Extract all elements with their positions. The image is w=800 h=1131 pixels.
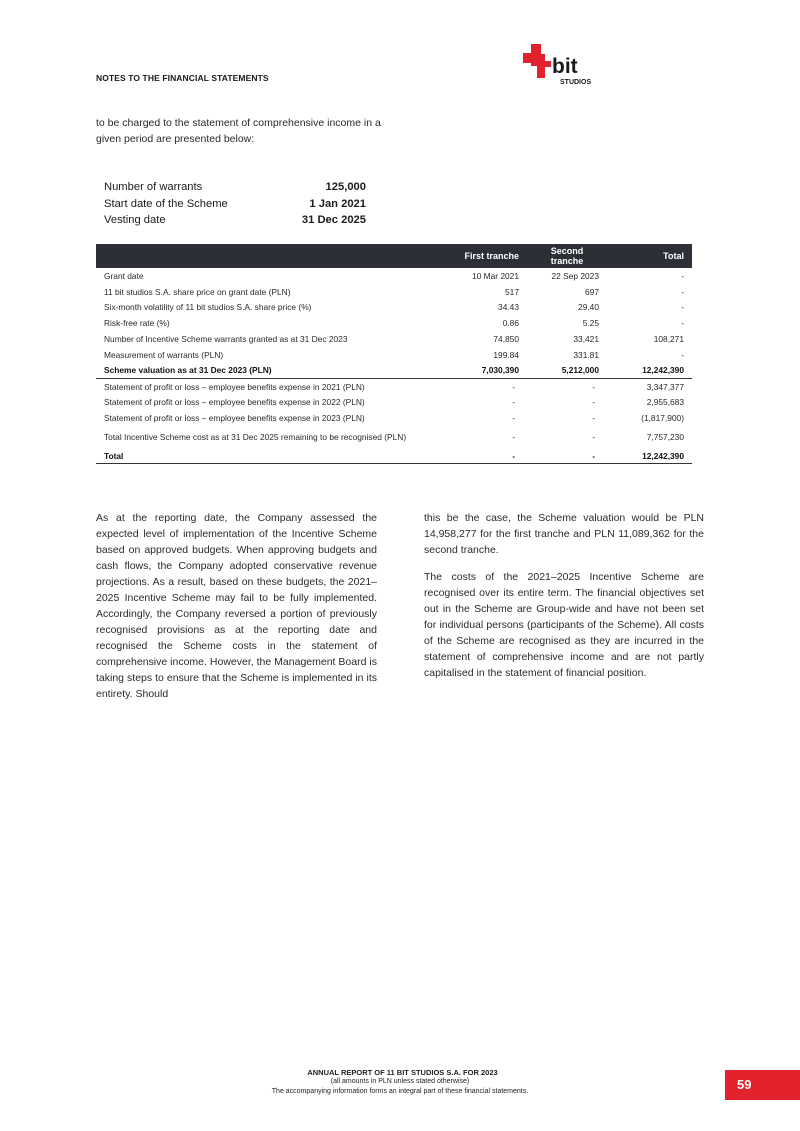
- header-cell: Second tranche: [527, 244, 607, 268]
- cell: (1,817,900): [641, 413, 684, 424]
- kv-value: 31 Dec 2025: [301, 214, 366, 226]
- table-row: [96, 315, 692, 331]
- cell: 517: [505, 286, 519, 297]
- row-label: Statement of profit or loss – employee benefits expense in 2021 (PLN): [104, 381, 365, 392]
- header-cell: First tranche: [439, 244, 527, 268]
- company-logo: [523, 41, 601, 87]
- svg-text:STUDIOS: STUDIOS: [560, 79, 592, 86]
- cell: -: [681, 318, 684, 329]
- table-row: [96, 284, 692, 300]
- cell: 697: [585, 286, 599, 297]
- row-label: Six-month volatility of 11 bit studios S.A. share price (%): [104, 302, 312, 313]
- row-label: Scheme valuation as at 31 Dec 2023 (PLN): [96, 363, 439, 379]
- cell: -: [592, 381, 595, 392]
- header-cell: Total: [607, 244, 692, 268]
- table-row: [96, 331, 692, 347]
- cell: 108,271: [653, 334, 684, 345]
- row-label: 11 bit studios S.A. share price on grant date (PLN): [104, 286, 291, 297]
- scheme-summary: [104, 179, 366, 229]
- body-paragraph-right-2: The costs of the 2021–2025 Incentive Scheme are recognised over its entire term. The financial objectives set out in the Scheme are Group-wide and have not been set for individual persons (participants of the Scheme). All costs of the Scheme are recognised as they are incurred in the statement of comprehensive income and are not partly capitalised in the statement of financial position.: [424, 571, 704, 679]
- table-row: [96, 268, 692, 284]
- cell: -: [592, 397, 595, 408]
- scheme-valuation-table: [96, 244, 692, 464]
- body-paragraph-right-1: this be the case, the Scheme valuation would be PLN 14,958,277 for the first tranche and PLN 11,089,362 for the second tranche.: [424, 512, 704, 556]
- kv-value: 1 Jan 2021: [309, 197, 366, 210]
- footer-currency-note: (all amounts in PLN unless stated otherwise): [330, 1078, 470, 1085]
- kv-value: 125,000: [325, 181, 366, 193]
- cell: -: [512, 431, 515, 442]
- cell: 10 Mar 2021: [471, 270, 519, 281]
- row-label: Statement of profit or loss – employee benefits expense in 2022 (PLN): [104, 397, 365, 408]
- cell: -: [681, 270, 684, 281]
- table-row-total: [96, 448, 692, 464]
- cell: 0.86: [502, 318, 519, 329]
- header-cell: [96, 244, 439, 268]
- cell: -: [439, 448, 527, 464]
- cell: -: [681, 349, 684, 360]
- page-number: 59: [725, 1070, 800, 1100]
- svg-text:bit: bit: [552, 55, 578, 78]
- row-label: Measurement of warrants (PLN): [104, 349, 224, 360]
- row-label: Risk-free rate (%): [104, 318, 170, 329]
- table-row: [96, 300, 692, 316]
- cell: -: [512, 381, 515, 392]
- table-row: [96, 426, 692, 448]
- table-row: [96, 410, 692, 426]
- cell: 199.84: [493, 349, 519, 360]
- cell: 331.81: [573, 349, 599, 360]
- body-paragraph-left: As at the reporting date, the Company assessed the expected level of implementation of the Incentive Scheme based on approved budgets. When approving budgets and cash flows, the Company adopted conservative revenue projections. As a result, based on these budgets, the 2021–2025 Incentive Scheme may fail to be fully implemented. Accordingly, the Company reversed a portion of previously recognised provisions as at the reporting date and recognised the Scheme costs in the statement of comprehensive income. However, the Management Board is taking steps to ensure that the Scheme is implemented in its entirety. Should: [96, 512, 377, 700]
- cell: 34.43: [498, 302, 519, 313]
- footer-report-title: ANNUAL REPORT OF 11 BIT STUDIOS S.A. FOR 2023: [307, 1068, 498, 1077]
- cell: -: [681, 286, 684, 297]
- cell: -: [512, 397, 515, 408]
- cell: 7,030,390: [439, 363, 527, 379]
- table-row: [96, 394, 692, 410]
- row-label: Number of Incentive Scheme warrants granted as at 31 Dec 2023: [104, 334, 348, 345]
- table-row: [96, 347, 692, 363]
- cell: -: [592, 431, 595, 442]
- cell: 29.40: [578, 302, 599, 313]
- cell: 74,850: [493, 334, 519, 345]
- vesting-date-row: [104, 212, 366, 229]
- cell: -: [681, 302, 684, 313]
- row-label: Grant date: [104, 270, 144, 281]
- table-row: [96, 379, 692, 395]
- cell: -: [592, 413, 595, 424]
- cell: 12,242,390: [607, 448, 692, 464]
- cell: -: [512, 413, 515, 424]
- table-row-subtotal: [96, 363, 692, 379]
- row-label: Total Incentive Scheme cost as at 31 Dec 2025 remaining to be recognised (PLN): [104, 431, 407, 442]
- intro-text: to be charged to the statement of comprehensive income in a given period are presented below:: [96, 117, 381, 145]
- footer-disclaimer: The accompanying information forms an integral part of these financial statements.: [271, 1088, 529, 1095]
- cell: 33,421: [573, 334, 599, 345]
- cell: 22 Sep 2023: [551, 270, 599, 281]
- table-header-row: [96, 244, 692, 268]
- row-label: Total: [96, 448, 439, 464]
- cell: 2,955,683: [646, 397, 684, 408]
- kv-label: Vesting date: [104, 214, 166, 226]
- page-section-title: NOTES TO THE FINANCIAL STATEMENTS: [96, 73, 269, 83]
- cell: 3,347,377: [646, 381, 684, 392]
- cell: 12,242,390: [607, 363, 692, 379]
- cell: 5.25: [582, 318, 599, 329]
- cell: 7,757,230: [646, 431, 684, 442]
- start-date-row: [104, 196, 366, 213]
- row-label: Statement of profit or loss – employee benefits expense in 2023 (PLN): [104, 413, 365, 424]
- warrants-row: [104, 179, 366, 196]
- cell: -: [527, 448, 607, 464]
- kv-label: Number of warrants: [104, 181, 203, 193]
- cell: 5,212,000: [527, 363, 607, 379]
- kv-label: Start date of the Scheme: [104, 197, 228, 210]
